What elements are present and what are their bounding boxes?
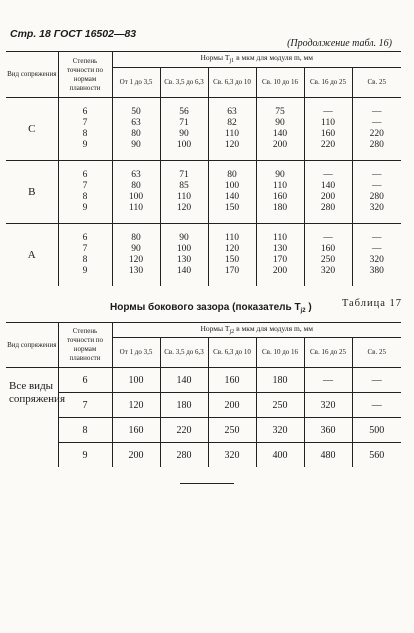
table-row xyxy=(6,203,401,224)
value-cell: 250 xyxy=(256,393,304,418)
value-cell: 63 xyxy=(112,118,160,129)
value-cell: 110 xyxy=(208,224,256,245)
value-cell: 180 xyxy=(256,203,304,224)
value-cell: 280 xyxy=(352,140,401,161)
range-header: Св. 3,5 до 6,3 xyxy=(160,338,208,368)
table-row xyxy=(6,255,401,266)
group-label: A xyxy=(6,224,58,287)
range-header: Св. 25 xyxy=(352,68,401,98)
value-cell: 200 xyxy=(304,192,352,203)
span-title: Нормы T xyxy=(200,53,230,62)
value-cell: 130 xyxy=(160,255,208,266)
value-cell: 280 xyxy=(369,192,384,202)
value-cell: 120 xyxy=(208,244,256,255)
title-suffix: ) xyxy=(305,302,312,313)
degree-cell: 7 xyxy=(58,181,112,192)
value-cell: 320 xyxy=(304,266,352,286)
value-cell: 220 xyxy=(304,140,352,161)
group-label: B xyxy=(6,161,58,224)
value-cell: 63 xyxy=(208,98,256,119)
continuation-note: (Продолжение табл. 16) xyxy=(287,38,392,49)
degree-cell: 9 xyxy=(58,203,112,224)
span-title-suffix: в мкм для модуля m, мм xyxy=(234,323,314,333)
value-cell: 160 xyxy=(256,192,304,203)
table-row xyxy=(6,418,401,443)
value-cell: 100 xyxy=(160,140,208,161)
degree-cell: 6 xyxy=(58,161,112,182)
group-label: Все виды сопряжения xyxy=(6,368,58,468)
table-row xyxy=(6,181,401,192)
page-header: Стр. 18 ГОСТ 16502—83 xyxy=(10,28,137,40)
col-head-group: Вид сопряжения xyxy=(7,70,57,78)
value-cell: 50 xyxy=(112,98,160,119)
value-cell: 90 xyxy=(112,244,160,255)
range-header: От 1 до 3,5 xyxy=(112,338,160,368)
value-cell: — xyxy=(304,224,352,245)
value-cell: 320 xyxy=(304,393,352,418)
value-cell: 220 xyxy=(160,418,208,443)
value-cell: 80 xyxy=(112,224,160,245)
value-cell: 130 xyxy=(112,266,160,286)
value-cell: 100 xyxy=(160,244,208,255)
range-header: Св. 25 xyxy=(352,338,401,368)
value-cell: 100 xyxy=(112,368,160,393)
value-cell: 71 xyxy=(160,118,208,129)
table-row xyxy=(6,393,401,418)
value-cell: 280 xyxy=(304,203,352,224)
value-cell: 220 xyxy=(369,129,384,139)
range-header: От 1 до 3,5 xyxy=(112,68,160,98)
value-cell: 360 xyxy=(304,418,352,443)
table-row xyxy=(6,140,401,161)
value-cell: 130 xyxy=(256,244,304,255)
value-cell: 560 xyxy=(369,449,385,461)
title-text: Нормы бокового зазора (показатель T xyxy=(110,302,301,313)
value-cell: 480 xyxy=(304,443,352,468)
value-cell: 120 xyxy=(160,203,208,224)
table-row xyxy=(6,98,401,119)
value-cell: 200 xyxy=(256,140,304,161)
value-cell: 160 xyxy=(112,418,160,443)
value-cell: — xyxy=(372,244,382,254)
value-cell: 500 xyxy=(352,418,401,443)
value-cell: 320 xyxy=(352,203,401,224)
value-cell: 250 xyxy=(304,255,352,266)
value-cell: 100 xyxy=(208,181,256,192)
value-cell: — xyxy=(352,368,401,393)
value-cell: 110 xyxy=(208,129,256,140)
range-header: Св. 6,3 до 10 xyxy=(208,68,256,98)
range-header: Св. 16 до 25 xyxy=(304,68,352,98)
value-cell: — xyxy=(304,161,352,182)
value-cell: 56 xyxy=(160,98,208,119)
value-cell: — xyxy=(304,98,352,119)
value-cell: 80 xyxy=(112,129,160,140)
table-row xyxy=(6,118,401,129)
value-cell: 120 xyxy=(208,140,256,161)
degree-cell: 8 xyxy=(58,129,112,140)
value-cell: 90 xyxy=(256,118,304,129)
value-cell: 380 xyxy=(369,266,384,276)
value-cell: 180 xyxy=(256,368,304,393)
range-header: Св. 10 до 16 xyxy=(256,68,304,98)
degree-cell: 9 xyxy=(58,443,112,468)
table-row xyxy=(6,192,401,203)
value-cell: 110 xyxy=(304,118,352,129)
value-cell: 140 xyxy=(160,368,208,393)
value-cell: 90 xyxy=(112,140,160,161)
value-cell: 200 xyxy=(112,443,160,468)
range-header: Св. 6,3 до 10 xyxy=(208,338,256,368)
degree-cell: 7 xyxy=(58,393,112,418)
value-cell: 75 xyxy=(256,98,304,119)
degree-cell: 8 xyxy=(58,418,112,443)
value-cell: 82 xyxy=(208,118,256,129)
value-cell: 170 xyxy=(256,255,304,266)
value-cell: 280 xyxy=(160,443,208,468)
col-head-degree: Степень точности по нормам плавности xyxy=(66,56,104,92)
value-cell: 100 xyxy=(112,192,160,203)
table-row xyxy=(6,266,401,286)
value-cell: 320 xyxy=(369,255,384,265)
value-cell: 250 xyxy=(208,418,256,443)
col-head-group: Вид сопряжения xyxy=(7,340,57,349)
span-title-suffix: в мкм для модуля m, мм xyxy=(234,53,314,62)
table-row xyxy=(6,244,401,255)
value-cell: 63 xyxy=(112,161,160,182)
value-cell: 400 xyxy=(256,443,304,468)
value-cell: 150 xyxy=(208,203,256,224)
value-cell: — xyxy=(372,181,382,191)
degree-cell: 6 xyxy=(58,368,112,393)
table-row xyxy=(6,224,401,245)
degree-cell: 6 xyxy=(58,98,112,119)
value-cell: 90 xyxy=(256,161,304,182)
value-cell: 80 xyxy=(112,181,160,192)
value-cell: 170 xyxy=(208,266,256,286)
degree-cell: 8 xyxy=(58,192,112,203)
value-cell: 160 xyxy=(304,244,352,255)
value-cell: 85 xyxy=(160,181,208,192)
value-cell: 110 xyxy=(160,192,208,203)
degree-cell: 6 xyxy=(58,224,112,245)
range-header: Св. 16 до 25 xyxy=(304,338,352,368)
table-row xyxy=(6,368,401,393)
degree-cell: 9 xyxy=(58,140,112,161)
value-cell: 140 xyxy=(208,192,256,203)
range-header: Св. 10 до 16 xyxy=(256,338,304,368)
value-cell: 110 xyxy=(256,181,304,192)
table-row xyxy=(6,161,401,182)
degree-cell: 9 xyxy=(58,266,112,286)
table-row xyxy=(6,129,401,140)
value-cell: 90 xyxy=(160,224,208,245)
value-cell: 120 xyxy=(112,255,160,266)
table-17-label: Таблица 17 xyxy=(341,298,402,309)
span-title-sub: j1 xyxy=(229,58,235,64)
value-cell: 80 xyxy=(208,161,256,182)
value-cell: 200 xyxy=(256,266,304,286)
value-cell: 110 xyxy=(112,203,160,224)
degree-cell: 8 xyxy=(58,255,112,266)
value-cell: 320 xyxy=(256,418,304,443)
degree-cell: 7 xyxy=(58,118,112,129)
value-cell: 150 xyxy=(208,255,256,266)
value-cell: 200 xyxy=(208,393,256,418)
value-cell: — xyxy=(304,368,352,393)
col-head-degree: Степень точности по нормам плавности xyxy=(66,327,104,362)
value-cell: 160 xyxy=(208,368,256,393)
range-header: Св. 3,5 до 6,3 xyxy=(160,68,208,98)
value-cell: 90 xyxy=(160,129,208,140)
value-cell: 180 xyxy=(160,393,208,418)
table-17-title xyxy=(110,302,312,314)
group-label: C xyxy=(6,98,58,161)
value-cell: 320 xyxy=(208,443,256,468)
value-cell: 120 xyxy=(112,393,160,418)
value-cell: — xyxy=(372,107,382,117)
value-cell: 140 xyxy=(160,266,208,286)
value-cell: — xyxy=(372,233,382,243)
span-title-sub: j2 xyxy=(229,328,235,335)
end-rule xyxy=(180,483,234,484)
value-cell: — xyxy=(352,393,401,418)
title-sub: j2 xyxy=(300,308,306,314)
value-cell: 160 xyxy=(304,129,352,140)
degree-cell: 7 xyxy=(58,244,112,255)
table-16-continuation xyxy=(6,51,401,286)
table-row xyxy=(6,443,401,468)
table-17 xyxy=(6,322,401,467)
value-cell: — xyxy=(372,170,382,180)
value-cell: 110 xyxy=(256,224,304,245)
value-cell: 71 xyxy=(160,161,208,182)
value-cell: 140 xyxy=(256,129,304,140)
value-cell: 140 xyxy=(304,181,352,192)
span-title: Нормы T xyxy=(200,323,230,333)
value-cell: — xyxy=(372,118,382,128)
